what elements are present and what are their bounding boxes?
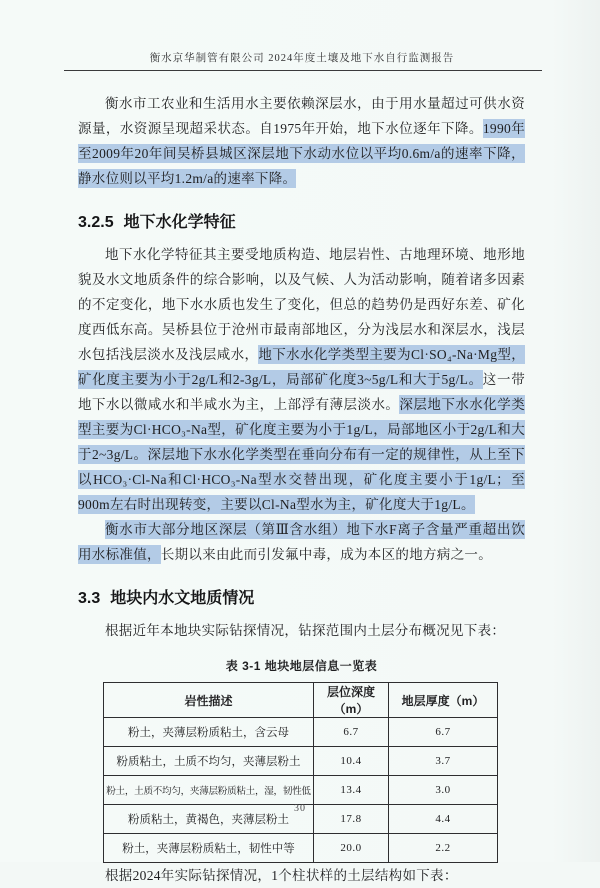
paragraph-drilling-intro: 根据近年本地块实际钻探情况，钻探范围内土层分布概况见下表：: [105, 623, 506, 638]
depth-cell: 6.7: [314, 718, 389, 747]
text-run: 长期以来由此而引发氟中毒，成为本区的地方病之一。: [160, 547, 493, 562]
strata-table: [103, 682, 498, 863]
page-content: [78, 91, 525, 888]
lithology-cell: 粉土，夹薄层粉质粘土，含云母: [104, 718, 314, 747]
page-header-title: 衡水京华制管有限公司 2024年度土壤及地下水自行监测报告: [149, 53, 455, 64]
highlighted-text: 地下水水化学类型主要为Cl·SO₄-Na·Mg型，矿化度主要为小于2g/L和2-3g/L，局部矿化度3~5g/L和大于5g/L。: [78, 347, 526, 387]
lithology-cell: 粉土，土质不均匀，夹薄层粉质粘土，湿，韧性低: [104, 776, 314, 805]
page-number: 30: [294, 803, 306, 814]
depth-cell: 20.0: [314, 834, 389, 863]
thickness-cell: 2.2: [389, 834, 498, 863]
lithology-cell: 粉土，夹薄层粉质粘土，韧性中等: [104, 834, 314, 863]
header-lithology: 岩性描述: [104, 683, 314, 718]
text-run: 地下水化学特征其主要受地质构造、地层岩性、古地理环境、地形地貌及水文地质条件的综合影响，以及气候、人为活动影响，随着诸多因素的不定变化，地下水水质也发生了变化，但总的趋势仍是西好东差、矿化度西低东高。吴桥县位于沧州市最南部地区，分为浅层水和深层水，浅层水包括浅层淡水及浅层咸水，: [78, 247, 525, 362]
paragraph-2024-drilling: 根据2024年实际钻探情况，1个柱状样的土层结构如下表：: [105, 868, 458, 883]
depth-cell: 17.8: [314, 805, 389, 834]
section-heading-3-2-5: [78, 209, 525, 232]
lithology-cell: 粉质粘土，黄褐色，夹薄层粉土: [104, 805, 314, 834]
paragraph-fluoride: [78, 517, 525, 567]
table-caption: 表 3-1 地块地层信息一览表: [225, 659, 378, 673]
thickness-cell: 4.4: [389, 805, 498, 834]
depth-cell: 13.4: [314, 776, 389, 805]
thickness-cell: 3.7: [389, 747, 498, 776]
section-number: 3.3: [78, 590, 101, 607]
table-header-row: [104, 683, 498, 718]
header-thickness: 地层厚度（m）: [389, 683, 498, 718]
section-number: 3.2.5: [78, 214, 114, 231]
table-row: [104, 718, 498, 747]
depth-cell: 10.4: [314, 747, 389, 776]
text-run: 衡水市工农业和生活用水主要依赖深层水，由于用水量超过可供水资源量，水资源呈现超采状态。自1975年开始，地下水位逐年下降。: [78, 96, 525, 136]
table-row: [104, 776, 498, 805]
highlighted-text: 深层地下水水化学类型主要为Cl·HCO₃-Na型，矿化度主要为小于1g/L，局部地区小于2g/L和大于2~3g/L。深层地下水水化学类型在垂向分布有一定的规律性，从上至下以HCO₃·Cl-Na和Cl·HCO₃-Na型水交替出现，矿化度主要小于1g/L；至900m左右时出现转变，主要以Cl-Na型水为主，矿化度大于1g/L。: [78, 397, 525, 512]
thickness-cell: 3.0: [389, 776, 498, 805]
thickness-cell: 6.7: [389, 718, 498, 747]
section-heading-3-3: [78, 585, 525, 608]
paragraph-water-use: [78, 91, 525, 191]
section-title: 地下水化学特征: [123, 214, 236, 231]
table-row: [104, 747, 498, 776]
text-run: 这一带地下水以微咸水和半咸水为主，上部浮有薄层淡水。: [78, 372, 525, 412]
table-row: [104, 834, 498, 863]
lithology-cell: 粉质粘土，土质不均匀，夹薄层粉土: [104, 747, 314, 776]
header-rule: [64, 70, 542, 71]
highlighted-text: 衡水市大部分地区深层（第Ⅲ含水组）地下水F离子含量严重超出饮用水标准值，: [78, 522, 525, 562]
highlighted-text: 1990年至2009年20年间吴桥县城区深层地下水动水位以平均0.6m/a的速率下降，静水位则以平均1.2m/a的速率下降。: [78, 121, 525, 186]
section-title: 地块内水文地质情况: [110, 590, 255, 607]
paragraph-hydrochemistry: [78, 242, 525, 517]
header-depth: 层位深度（m）: [314, 683, 389, 718]
